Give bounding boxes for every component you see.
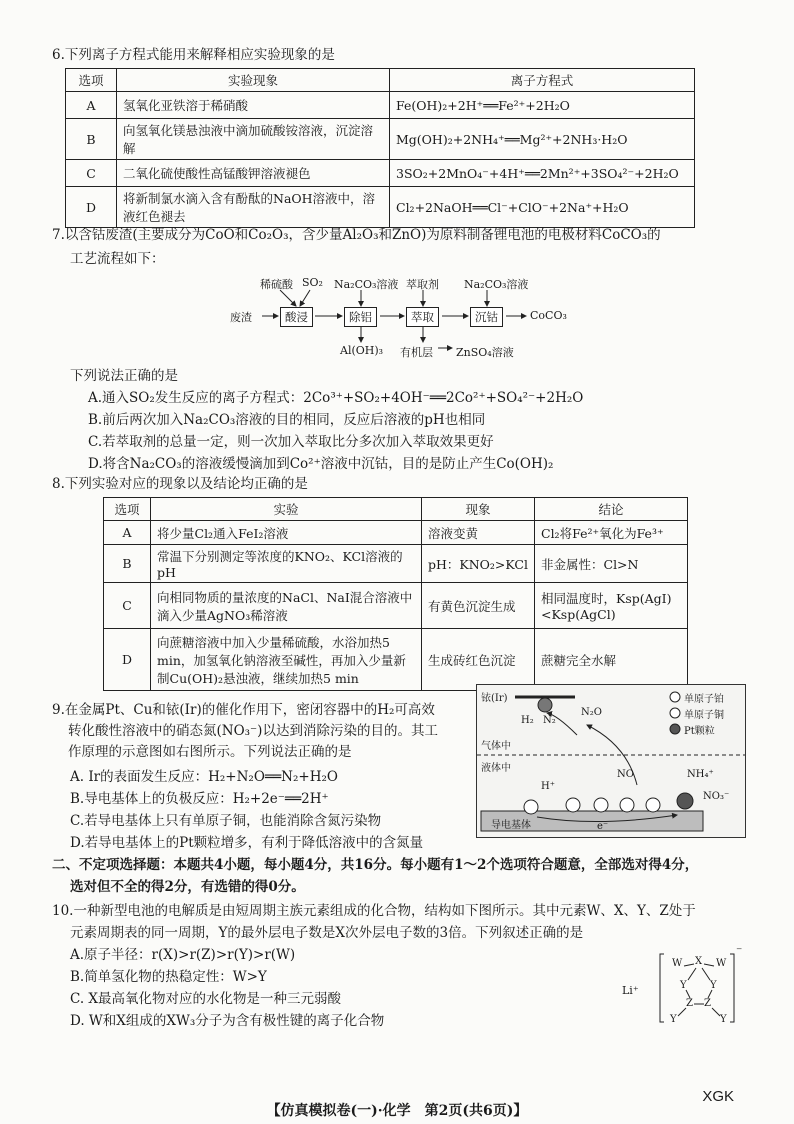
- q9-stem-line2: 转化酸性溶液中的硝态氮(NO₃⁻)以达到消除污染的目的。其工: [68, 723, 438, 739]
- q7-option-b: B.前后两次加入Na₂CO₃溶液的目的相同，反应后溶液的pH也相同: [88, 412, 486, 428]
- q9-species-n2o: N₂O: [581, 707, 602, 718]
- q7-option-d: D.将含Na₂CO₃的溶液缓慢滴加到Co²⁺溶液中沉钴，目的是防止产生Co(OH)₂: [88, 456, 554, 472]
- flow-input-na2co3-2: Na₂CO₃溶液: [464, 278, 529, 291]
- q8-row-a-experiment: 将少量Cl₂通入FeI₂溶液: [151, 521, 422, 545]
- q6-row-d-label: D: [66, 187, 117, 228]
- q10-option-d: D. W和X组成的XW₃分子为含有极性键的离子化合物: [70, 1013, 385, 1029]
- q9-option-c: C.若导电基体上只有单原子铜，也能消除含氮污染物: [70, 813, 382, 829]
- q6-row-a-equation: Fe(OH)₂+2H⁺══Fe²⁺+2H₂O: [390, 92, 695, 119]
- q9-option-a: A. Ir的表面发生反应：H₂+N₂O══N₂+H₂O: [70, 769, 338, 785]
- q10-atom-w-left: W: [672, 958, 683, 969]
- q8-header-option: 选项: [104, 498, 151, 521]
- q9-species-n2: N₂: [543, 715, 556, 726]
- q7-ask: 下列说法正确的是: [70, 368, 178, 384]
- flow-start-waste: 废渣: [230, 311, 252, 324]
- q9-diagram-gas-label: 气体中: [481, 741, 511, 752]
- q10-option-a: A.原子半径：r(X)>r(Z)>r(Y)>r(W): [70, 947, 296, 963]
- flow-input-so2: SO₂: [302, 276, 323, 289]
- q6-header-phenomenon: 实验现象: [117, 69, 390, 92]
- q8-row-c-conclusion: 相同温度时，Ksp(AgI)<Ksp(AgCl): [535, 583, 688, 629]
- q9-species-h2-top: H₂: [521, 715, 534, 726]
- section2-line2: 选对但不全的得2分，有选错的得0分。: [70, 879, 305, 895]
- q10-structure: [620, 944, 760, 1028]
- q10-structure-bonds: [620, 948, 760, 1028]
- q8-row-b-conclusion: 非金属性：Cl>N: [535, 545, 688, 583]
- q9-diagram-base-label: 导电基体: [491, 820, 531, 831]
- flow-input-extractant: 萃取剂: [406, 278, 439, 291]
- q10-atom-z-left: Z: [686, 998, 693, 1009]
- q6-header-equation: 离子方程式: [390, 69, 695, 92]
- q6-header-option: 选项: [66, 69, 117, 92]
- q10-stem-line2: 元素周期表的同一周期，Y的最外层电子数是X次外层电子数的3倍。下列叙述正确的是: [70, 925, 584, 941]
- page-footer: 【仿真模拟卷(一)·化学 第2页(共6页)】: [266, 1103, 528, 1119]
- q10-atom-y-bottom-right: Y: [720, 1014, 727, 1025]
- q10-cation-li: Li⁺: [622, 984, 639, 997]
- q7-option-c: C.若萃取剂的总量一定，则一次加入萃取比分多次加入萃取效果更好: [88, 434, 494, 450]
- q6-row-d-phenomenon: 将新制氯水滴入含有酚酞的NaOH溶液中，溶液红色褪去: [117, 187, 390, 228]
- flow-input-sulfuric-acid: 稀硫酸: [260, 278, 293, 291]
- section2-line1: 二、不定项选择题：本题共4小题，每小题4分，共16分。每小题有1～2个选项符合题意，全部选对得4分，: [52, 857, 699, 873]
- q10-atom-y-right: Y: [710, 980, 717, 991]
- q8-header-experiment: 实验: [151, 498, 422, 521]
- q9-species-electron: e⁻: [597, 821, 609, 832]
- q6-row-b-label: B: [66, 119, 117, 160]
- q8-row-b-phenomenon: pH：KNO₂>KCl: [422, 545, 535, 583]
- q7-option-a: A.通入SO₂发生反应的离子方程式：2Co³⁺+SO₂+4OH⁻══2Co²⁺+SO₄²⁻+2H₂O: [88, 390, 584, 406]
- q10-atom-y-bottom-left: Y: [670, 1014, 677, 1025]
- q6-row-b-phenomenon: 向氢氧化镁悬浊液中滴加硫酸铵溶液，沉淀溶解: [117, 119, 390, 160]
- q10-atom-w-right: W: [716, 958, 727, 969]
- q9-option-d: D.若导电基体上的Pt颗粒增多，有利于降低溶液中的含氮量: [70, 835, 424, 851]
- q6-row-d-equation: Cl₂+2NaOH══Cl⁻+ClO⁻+2Na⁺+H₂O: [390, 187, 695, 228]
- flow-input-na2co3-1: Na₂CO₃溶液: [334, 278, 399, 291]
- q9-species-h-plus: H⁺: [541, 781, 555, 792]
- flow-step-extract: 萃取: [406, 307, 439, 327]
- q9-stem-line1: 9.在金属Pt、Cu和铱(Ir)的催化作用下，密闭容器中的H₂可高效: [52, 702, 435, 718]
- q6-row-c-equation: 3SO₂+2MnO₄⁻+4H⁺══2Mn²⁺+3SO₄²⁻+2H₂O: [390, 160, 695, 187]
- q9-stem: [52, 700, 472, 763]
- flow-product: CoCO₃: [530, 309, 567, 322]
- q8-row-b-label: B: [104, 545, 151, 583]
- flow-output-znso4: ZnSO₄溶液: [456, 346, 514, 359]
- q9-legend-cu-atom: 单原子铜: [684, 710, 724, 721]
- q10-atom-z-right: Z: [704, 998, 711, 1009]
- flow-output-organic: 有机层: [400, 346, 433, 359]
- q7-stem-line2: 工艺流程如下：: [70, 251, 165, 267]
- q10-stem-line1: 10.一种新型电池的电解质是由短周期主族元素组成的化合物，结构如下图所示。其中元素W、X、Y、Z处于: [52, 903, 696, 919]
- q9-species-no3: NO₃⁻: [703, 791, 730, 802]
- q8-row-c-label: C: [104, 583, 151, 629]
- q10-atom-x: X: [695, 956, 703, 967]
- q9-diagram-ir-label: 铱(Ir): [481, 693, 508, 704]
- q6-row-a-label: A: [66, 92, 117, 119]
- flow-step-precipitate: 沉钴: [470, 307, 503, 327]
- q8-header-conclusion: 结论: [535, 498, 688, 521]
- q7-flow-diagram: [230, 272, 590, 364]
- q8-row-d-phenomenon: 生成砖红色沉淀: [422, 629, 535, 691]
- q8-row-d-label: D: [104, 629, 151, 691]
- q8-row-a-conclusion: Cl₂将Fe²⁺氧化为Fe³⁺: [535, 521, 688, 545]
- flow-step-remove-al: 除铝: [344, 307, 377, 327]
- footer-code: XGK: [702, 1088, 734, 1105]
- q10-anion-charge: ⁻: [736, 944, 743, 958]
- q9-diagram-liquid-label: 液体中: [481, 763, 511, 774]
- q6-table: [65, 68, 695, 228]
- q8-row-d-experiment: 向蔗糖溶液中加入少量稀硫酸，水浴加热5 min，加氢氧化钠溶液至碱性，再加入少量新制Cu(OH)₂悬浊液，继续加热5 min: [151, 629, 422, 691]
- q8-row-a-phenomenon: 溶液变黄: [422, 521, 535, 545]
- q10-option-c: C. X最高氧化物对应的水化物是一种三元弱酸: [70, 991, 342, 1007]
- q8-row-d-conclusion: 蔗糖完全水解: [535, 629, 688, 691]
- q9-option-b: B.导电基体上的负极反应：H₂+2e⁻══2H⁺: [70, 791, 329, 807]
- q7-stem-line1: 7.以含钴废渣(主要成分为CoO和Co₂O₃，含少量Al₂O₃和ZnO)为原料制备锂电池的电极材料CoCO₃的: [52, 227, 661, 243]
- q9-stem-line3: 作原理的示意图如右图所示。下列说法正确的是: [68, 744, 352, 760]
- q10-atom-y-left: Y: [680, 980, 687, 991]
- q8-stem: 8.下列实验对应的现象以及结论均正确的是: [52, 476, 308, 492]
- q8-row-a-label: A: [104, 521, 151, 545]
- q6-stem: 6.下列离子方程式能用来解释相应实验现象的是: [52, 47, 335, 63]
- q9-diagram: [476, 684, 746, 838]
- q6-row-b-equation: Mg(OH)₂+2NH₄⁺══Mg²⁺+2NH₃·H₂O: [390, 119, 695, 160]
- q6-row-a-phenomenon: 氢氧化亚铁溶于稀硝酸: [117, 92, 390, 119]
- q8-row-c-experiment: 向相同物质的量浓度的NaCl、NaI混合溶液中滴入少量AgNO₃稀溶液: [151, 583, 422, 629]
- q9-legend-pt-atom: 单原子铂: [684, 694, 724, 705]
- q6-row-c-phenomenon: 二氧化硫使酸性高锰酸钾溶液褪色: [117, 160, 390, 187]
- flow-output-aloh3: Al(OH)₃: [340, 344, 384, 357]
- flow-step-acid-leach: 酸浸: [280, 307, 313, 327]
- q6-row-c-label: C: [66, 160, 117, 187]
- q8-header-phenomenon: 现象: [422, 498, 535, 521]
- q8-row-b-experiment: 常温下分别测定等浓度的KNO₂、KCl溶液的pH: [151, 545, 422, 583]
- q10-option-b: B.简单氢化物的热稳定性：W>Y: [70, 969, 267, 985]
- q8-row-c-phenomenon: 有黄色沉淀生成: [422, 583, 535, 629]
- q9-species-nh4: NH₄⁺: [687, 769, 714, 780]
- q8-table: [103, 497, 688, 691]
- q9-species-no: NO: [617, 769, 634, 780]
- q9-legend-pt-particle: Pt颗粒: [684, 726, 715, 737]
